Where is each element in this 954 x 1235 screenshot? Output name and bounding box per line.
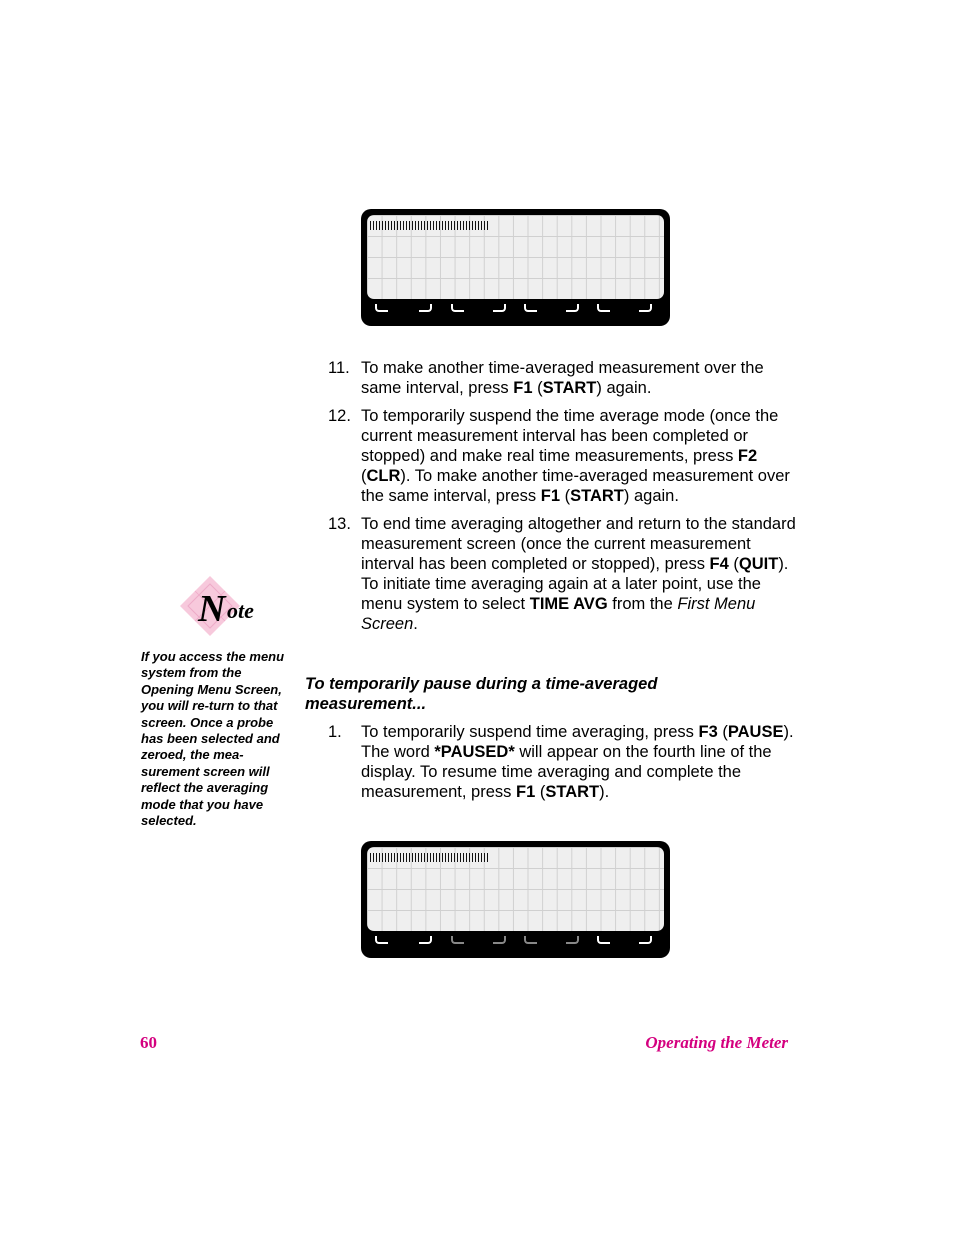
- step-item: [328, 406, 798, 506]
- function-key-bracket: [419, 304, 432, 312]
- function-key-bracket: [597, 304, 610, 312]
- step-text: (: [560, 487, 571, 505]
- key-label: F2: [737, 447, 758, 465]
- step-item: [328, 358, 798, 398]
- key-label: TIME AVG: [529, 595, 608, 613]
- section-subheading: To temporarily pause during a time-averaged measurement...: [305, 675, 658, 713]
- step-item: [328, 722, 798, 802]
- key-label: PAUSE: [727, 723, 784, 741]
- step-text: (: [717, 723, 728, 741]
- step-text: ).: [599, 783, 610, 801]
- page-number: 60: [140, 1033, 157, 1052]
- step-text: To temporarily suspend time averaging, press: [361, 723, 699, 741]
- key-label: F1: [513, 379, 533, 397]
- function-key-bracket: [419, 936, 432, 944]
- function-key-bracket: [524, 936, 537, 944]
- step-text: To temporarily suspend the time average mode (once the current measurement interval has been completed or stopped) and make real time measurements, press: [361, 407, 779, 465]
- step-text: ). To make another time-averaged measurement over the same interval, press: [361, 467, 790, 505]
- step-text: (: [532, 379, 543, 397]
- key-label: START: [545, 783, 600, 801]
- note-diamond-icon: [178, 574, 278, 638]
- note-logo-initial: N: [198, 588, 226, 630]
- step-text: (: [728, 555, 739, 573]
- lcd-display: [361, 209, 670, 326]
- lcd-function-keys: [361, 302, 670, 320]
- key-label: QUIT: [738, 555, 779, 573]
- step-number: 11.: [328, 359, 350, 377]
- function-key-bracket: [375, 304, 388, 312]
- lcd-function-keys: [361, 934, 670, 952]
- lcd-display-paused: [361, 841, 670, 958]
- step-text: (: [535, 783, 546, 801]
- lcd-status-row: [370, 853, 488, 862]
- key-label: START: [570, 487, 624, 505]
- function-key-bracket: [493, 936, 506, 944]
- lcd-status-row: [370, 221, 488, 230]
- step-text: To end time averaging altogether and return to the standard measurement screen (once the current measurement interval has been completed or stopped), press: [361, 515, 796, 573]
- step-number: 1.: [328, 723, 342, 741]
- step-text: ) again.: [596, 379, 652, 397]
- step-number: 12.: [328, 407, 351, 425]
- key-label: START: [542, 379, 597, 397]
- lcd-screen: [367, 215, 664, 299]
- step-text: from the: [607, 595, 678, 613]
- function-key-bracket: [451, 936, 464, 944]
- function-key-bracket: [566, 936, 579, 944]
- step-text: To make another time-averaged measurement over the same interval, press: [361, 359, 764, 397]
- key-label: F1: [540, 487, 561, 505]
- step-text: ). To initiate time averaging again at a later point, use the menu system to select: [361, 555, 789, 613]
- section-title: Operating the Meter: [645, 1033, 788, 1052]
- step-text: ) again.: [623, 487, 679, 505]
- step-number: 13.: [328, 515, 351, 533]
- key-label: *PAUSED*: [434, 743, 515, 761]
- step-text: ). The word: [361, 723, 794, 761]
- screen-name: First Menu Screen: [361, 595, 756, 633]
- key-label: CLR: [366, 467, 401, 485]
- key-label: F4: [709, 555, 729, 573]
- steps-list: [328, 358, 798, 634]
- note-text: If you access the menu system from the Opening Menu Screen, you will re-turn to that screen. Once a probe has been selected and zeroed, the mea-surement screen will reflect the averaging mode that you have selected.: [141, 649, 285, 829]
- note-logo-rest: ote: [227, 598, 254, 623]
- function-key-bracket: [375, 936, 388, 944]
- step-text: .: [413, 615, 418, 633]
- step-text: will appear on the fourth line of the display. To resume time averaging and complete the measurement, press: [361, 743, 772, 801]
- key-label: F1: [515, 783, 536, 801]
- function-key-bracket: [451, 304, 464, 312]
- step-text: (: [361, 467, 367, 485]
- function-key-bracket: [524, 304, 537, 312]
- steps-list-pause: [328, 722, 798, 802]
- function-key-bracket: [639, 936, 652, 944]
- key-label: F3: [698, 723, 718, 741]
- function-key-bracket: [597, 936, 610, 944]
- lcd-screen: [367, 847, 664, 931]
- step-item: [328, 514, 798, 634]
- function-key-bracket: [566, 304, 579, 312]
- function-key-bracket: [493, 304, 506, 312]
- function-key-bracket: [639, 304, 652, 312]
